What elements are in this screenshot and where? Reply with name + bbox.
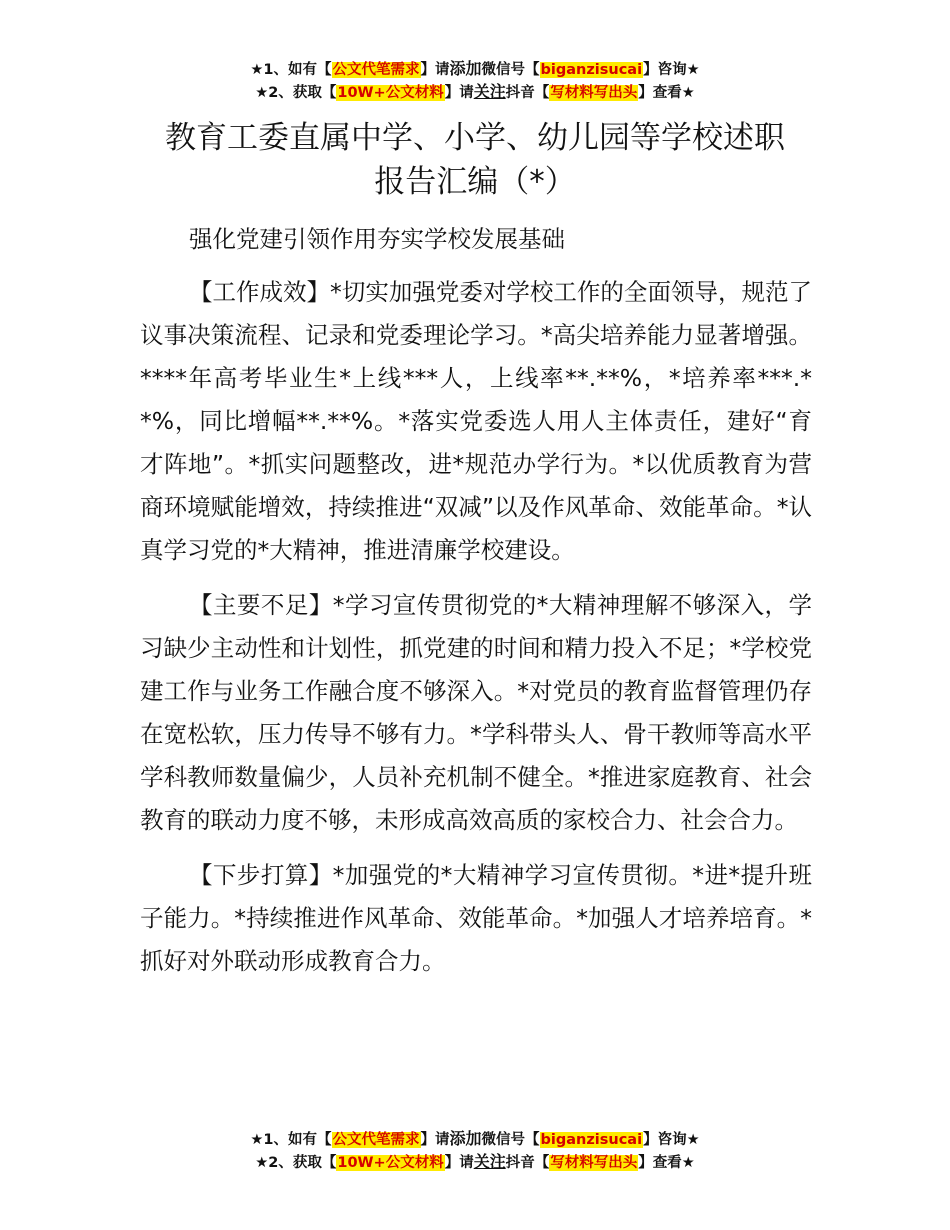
- footer-banner: [0, 1128, 950, 1174]
- document-title: [0, 116, 950, 204]
- document-body: [140, 218, 812, 995]
- highlight-douyin: 写材料写出头: [550, 85, 638, 101]
- footer-highlight-materials: 10W+公文材料: [337, 1155, 444, 1171]
- highlight-wechat-id: biganzisucai: [540, 62, 643, 78]
- banner-line-1: ★1、如有【公文代笔需求】请添加微信号【biganzisucai】咨询★: [250, 59, 700, 78]
- highlight-ghostwriting: 公文代笔需求: [332, 62, 420, 78]
- footer-line-2: ★2、获取【10W+公文材料】请关注抖音【写材料写出头】查看★: [255, 1152, 695, 1171]
- title-line-1: 教育工委直属中学、小学、幼儿园等学校述职: [165, 120, 785, 156]
- footer-highlight-wechat-id: biganzisucai: [540, 1132, 643, 1148]
- footer-highlight-ghostwriting: 公文代笔需求: [332, 1132, 420, 1148]
- title-line-2: 报告汇编（*）: [374, 164, 576, 200]
- header-banner: [0, 58, 950, 104]
- section-subtitle: 强化党建引领作用夯实学校发展基础: [189, 225, 565, 253]
- paragraph-achievements: 【工作成效】*切实加强党委对学校工作的全面领导，规范了议事决策流程、记录和党委理论学习。*高尖培养能力显著增强。****年高考毕业生*上线***人，上线率**.**%，*培养率***.**%，同比增幅**.**%。*落实党委选人用人主体责任，建好“育才阵地”。*抓实问题整改，进*规范办学行为。*以优质教育为营商环境赋能增效，持续推进“双减”以及作风革命、效能革命。*认真学习党的*大精神，推进清廉学校建设。: [140, 278, 812, 564]
- footer-line-1: ★1、如有【公文代笔需求】请添加微信号【biganzisucai】咨询★: [250, 1129, 700, 1148]
- banner-line-2: ★2、获取【10W+公文材料】请关注抖音【写材料写出头】查看★: [255, 82, 695, 101]
- footer-highlight-douyin: 写材料写出头: [550, 1155, 638, 1171]
- highlight-materials: 10W+公文材料: [337, 85, 444, 101]
- paragraph-next-steps: 【下步打算】*加强党的*大精神学习宣传贯彻。*进*提升班子能力。*持续推进作风革命、效能革命。*加强人才培养培育。*抓好对外联动形成教育合力。: [140, 861, 812, 975]
- paragraph-shortcomings: 【主要不足】*学习宣传贯彻党的*大精神理解不够深入，学习缺少主动性和计划性，抓党建的时间和精力投入不足；*学校党建工作与业务工作融合度不够深入。*对党员的教育监督管理仍存在宽松软，压力传导不够有力。*学科带头人、骨干教师等高水平学科教师数量偏少，人员补充机制不健全。*推进家庭教育、社会教育的联动力度不够，未形成高效高质的家校合力、社会合力。: [140, 591, 812, 834]
